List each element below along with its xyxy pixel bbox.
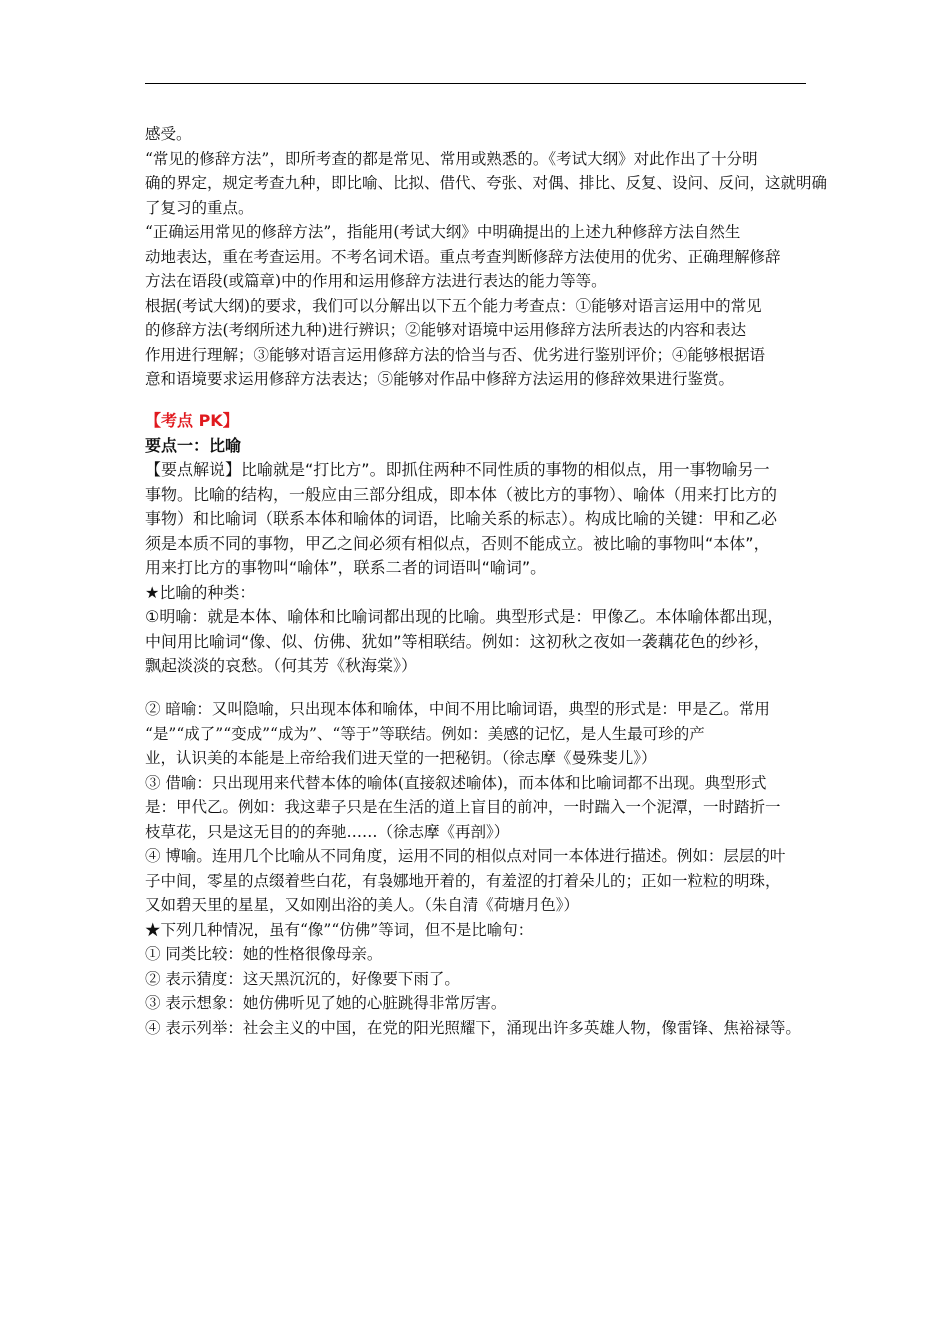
explain-line: ①明喻：就是本体、喻体和比喻词都出现的比喻。典型形式是：甲像乙。本体喻体都出现， [145,607,784,626]
explain-line: ★比喻的种类： [145,582,256,602]
text-line: 根据(考试大纲)的要求，我们可以分解出以下五个能力考查点：①能够对语言运用中的常见 [145,296,762,315]
metaphor-types [145,697,810,1040]
text-line: 确的界定，规定考查九种，即比喻、比拟、借代、夸张、对偶、排比、反复、设问、反问，这就明确 [145,174,828,192]
kaodian-section [145,409,810,679]
text-line: “是”“成了”“变成”“成为”、“等于”等联结。例如：美感的记忆，是人生最可珍的产 [145,724,705,743]
explain-line: 事物。比喻的结构，一般应由三部分组成，即本体（被比方的事物）、喻体（用来打比方的 [145,484,778,504]
text-line: 子中间，零星的点缀着些白花，有袅娜地开着的，有羞涩的打着朵儿的；正如一粒粒的明珠， [145,871,781,890]
text-line: ② 暗喻：又叫隐喻，只出现本体和喻体，中间不用比喻词语，典型的形式是：甲是乙。常用 [145,700,770,718]
text-line: 又如碧天里的星星，又如刚出浴的美人。（朱自清《荷塘月色》） [145,896,580,914]
explain-line: 用来打比方的事物叫“喻体”，联系二者的词语叫“喻词”。 [145,558,547,577]
text-line: 方法在语段(或篇章)中的作用和运用修辞方法进行表达的能力等等。 [145,272,607,290]
text-line: 动地表达，重在考查运用。不考名词术语。重点考查判断修辞方法使用的优劣、正确理解修辞 [145,247,781,266]
text-line: 作用进行理解；③能够对语言运用修辞方法的恰当与否、优劣进行鉴别评价；④能够根据语 [145,345,766,364]
text-line: 意和语境要求运用修辞方法表达；⑤能够对作品中修辞方法运用的修辞效果进行鉴赏。 [145,370,735,388]
text-line: “正确运用常见的修辞方法”，指能用(考试大纲》中明确提出的上述九种修辞方法自然生 [145,223,741,241]
explain-line: 须是本质不同的事物，甲乙之间必须有相似点，否则不能成立。被比喻的事物叫“本体”， [145,533,770,553]
text-line: ★下列几种情况，虽有“像”“仿佛”等词，但不是比喻句： [145,920,534,939]
text-line: 了复习的重点。 [145,198,254,217]
explain-line: 飘起淡淡的哀愁。（何其芳《秋海棠》） [145,656,418,675]
explain-line: 【要点解说】比喻就是“打比方”。即抓住两种不同性质的事物的相似点，用一事物喻另一 [145,460,770,479]
text-line: “常见的修辞方法”，即所考查的都是常见、常用或熟悉的。《考试大纲》对此作出了十分明 [145,149,758,168]
text-line: 的修辞方法(考纲所述九种)进行辨识；②能够对语境中运用修辞方法所表达的内容和表达 [145,321,747,339]
text-line: ④ 博喻。连用几个比喻从不同角度，运用不同的相似点对同一本体进行描述。例如：层层的叶 [145,847,786,865]
text-line: ④ 表示列举：社会主义的中国，在党的阳光照耀下，涌现出许多英雄人物，像雷锋、焦裕禄等。 [145,1018,801,1037]
text-line: ② 表示猜度：这天黑沉沉的，好像要下雨了。 [145,969,460,988]
text-line: 感受。 [145,125,192,143]
text-line: ③ 借喻：只出现用来代替本体的喻体(直接叙述喻体)，而本体和比喻词都不出现。典型形式 [145,773,767,792]
header-rule [145,83,806,84]
text-line: 枝草花，只是这无目的的奔驰……（徐志摩《再剖》） [145,822,510,841]
text-line: ① 同类比较：她的性格很像母亲。 [145,945,383,963]
explain-line: 中间用比喻词“像、似、仿佛、犹如”等相联结。例如：这初秋之夜如一袭藕花色的纱衫， [145,631,770,651]
text-line: 是：甲代乙。例如：我这辈子只是在生活的道上盲目的前冲，一时踹入一个泥潭，一时踏折一 [145,798,781,816]
point-title: 要点一：比喻 [145,435,242,455]
intro-paragraphs [145,122,828,392]
text-line: ③ 表示想象：她仿佛听见了她的心脏跳得非常厉害。 [145,994,507,1012]
text-line: 业，认识美的本能是上帝给我们进天堂的一把秘钥。（徐志摩《曼殊斐儿》） [145,749,657,767]
explain-line: 事物）和比喻词（联系本体和喻体的词语，比喻关系的标志）。构成比喻的关键：甲和乙必 [145,509,778,528]
section-heading: 【考点 PK】 [145,411,239,430]
